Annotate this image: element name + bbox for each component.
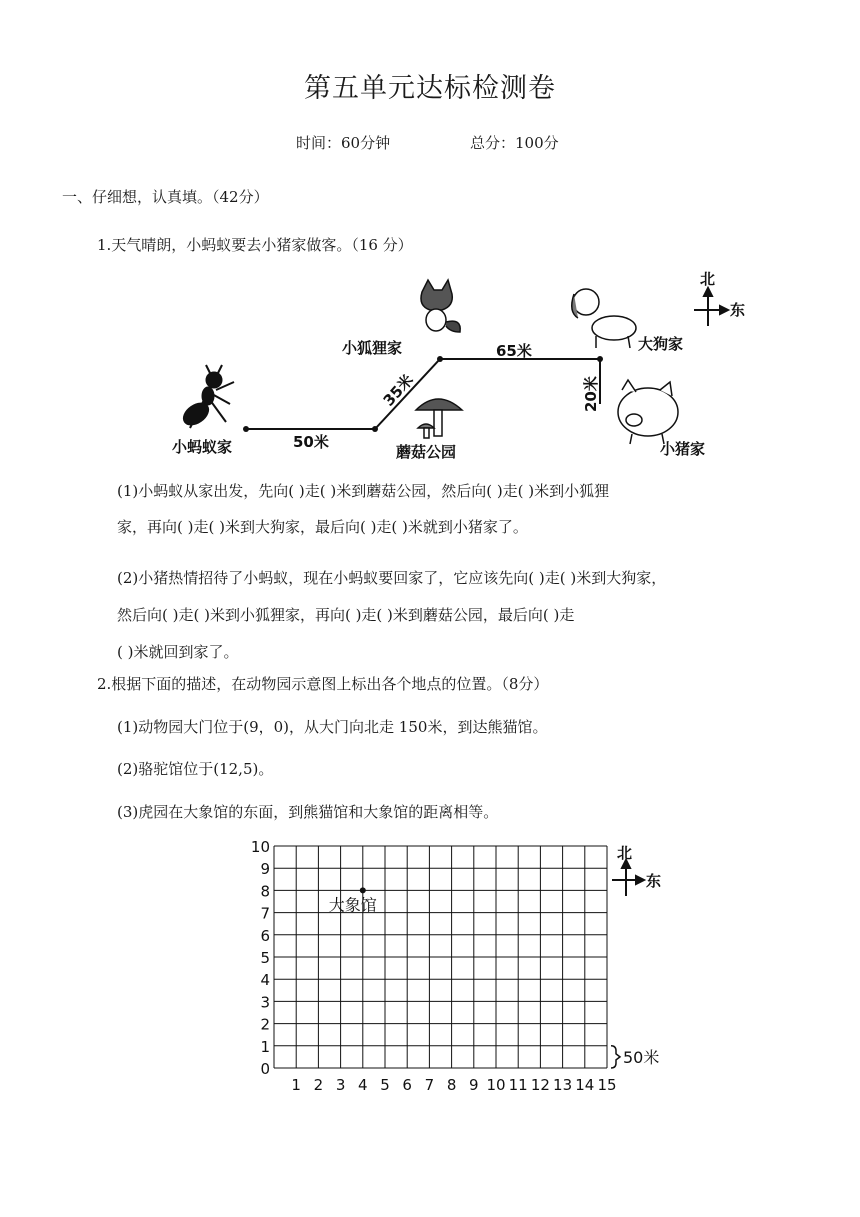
ant-icon [179, 365, 234, 429]
distance-label: 50米 [293, 433, 329, 451]
distance-label: 35米 [379, 370, 417, 410]
x-tick-label: 11 [508, 1076, 528, 1094]
x-tick-label: 4 [358, 1076, 368, 1094]
y-tick-label: 1 [260, 1037, 270, 1056]
zoo-grid [250, 832, 670, 1094]
x-tick-label: 5 [380, 1076, 390, 1094]
question-2-heading: 2.根据下面的描述，在动物园示意图上标出各个地点的位置。（8分） [97, 675, 549, 693]
x-tick-label: 7 [424, 1076, 435, 1094]
route-map [150, 262, 770, 472]
x-tick-label: 6 [402, 1076, 412, 1094]
elephant-house-point [360, 887, 366, 893]
x-tick-label: 15 [597, 1076, 617, 1094]
y-tick-label: 6 [260, 926, 270, 945]
y-tick-label: 9 [260, 860, 270, 879]
east-label: 东 [646, 872, 662, 890]
x-tick-label: 8 [446, 1076, 457, 1094]
q2-item-3: (3)虎园在大象馆的东面，到熊猫馆和大象馆的距离相等。 [117, 803, 499, 821]
y-tick-label: 5 [260, 949, 270, 967]
mushroom-icon [416, 399, 462, 438]
compass-icon [612, 860, 644, 896]
x-tick-label: 10 [486, 1076, 506, 1094]
y-tick-label: 3 [260, 993, 270, 1012]
fox-icon [421, 280, 460, 332]
question-1-heading: 1.天气晴朗，小蚂蚁要去小猪家做客。（16 分） [97, 236, 413, 254]
route-point [437, 356, 443, 362]
y-tick-label: 10 [250, 838, 270, 856]
q1-part2-line3: ( )米就回到家了。 [117, 643, 239, 661]
q1-part2-line2: 然后向( )走( )米到小狐狸家，再向( )走( )米到蘑菇公园，最后向( )走 [117, 606, 575, 624]
park-label: 蘑菇公园 [396, 443, 457, 461]
y-tick-label: 8 [260, 882, 270, 901]
distance-label: 65米 [496, 342, 532, 360]
time-label: 时间：60分钟 [296, 134, 391, 152]
x-tick-label: 12 [530, 1076, 550, 1094]
dog-icon [572, 289, 636, 348]
x-tick-label: 13 [553, 1076, 573, 1094]
east-label: 东 [730, 301, 746, 319]
page-title: 第五单元达标检测卷 [304, 73, 556, 104]
route-path [246, 359, 600, 429]
y-tick-label: 0 [260, 1060, 270, 1078]
ant-home-label: 小蚂蚁家 [172, 438, 233, 456]
pig-home-label: 小猪家 [660, 440, 706, 458]
route-point [372, 426, 378, 432]
y-tick-label: 4 [260, 971, 270, 990]
section-heading: 一、仔细想，认真填。（42分） [62, 188, 269, 206]
pig-icon [618, 380, 678, 444]
q1-part1-line2: 家，再向( )走( )米到大狗家，最后向( )走( )米就到小猪家了。 [117, 518, 528, 536]
route-point [243, 426, 249, 432]
dog-home-label: 大狗家 [638, 335, 684, 353]
q2-item-2: (2)骆驼馆位于(12,5)。 [117, 760, 274, 778]
q1-part1-line1: (1)小蚂蚁从家出发，先向( )走( )米到蘑菇公园，然后向( )走( )米到小狐狸 [117, 482, 610, 500]
x-tick-label: 2 [313, 1076, 324, 1094]
fox-home-label: 小狐狸家 [342, 339, 403, 357]
x-tick-label: 14 [575, 1076, 595, 1094]
q1-part2-line1: (2)小猪热情招待了小蚂蚁，现在小蚂蚁要回家了，它应该先向( )走( )米到大狗家， [117, 569, 667, 587]
compass-icon [694, 288, 728, 326]
score-label: 总分：100分 [470, 134, 559, 152]
scale-label: 50米 [623, 1047, 660, 1067]
north-label: 北 [700, 270, 716, 288]
q2-item-1: (1)动物园大门位于(9，0)，从大门向北走 150米，到达熊猫馆。 [117, 718, 548, 736]
north-label: 北 [617, 844, 633, 862]
y-tick-label: 2 [260, 1015, 270, 1034]
distance-label: 20米 [582, 376, 600, 412]
route-point [597, 356, 603, 362]
y-tick-label: 7 [260, 904, 270, 923]
scale-brace [611, 1046, 620, 1068]
elephant-house-label: 大象馆 [328, 895, 377, 915]
x-tick-label: 3 [335, 1076, 346, 1094]
x-tick-label: 1 [291, 1076, 301, 1094]
x-tick-label: 9 [469, 1076, 479, 1094]
